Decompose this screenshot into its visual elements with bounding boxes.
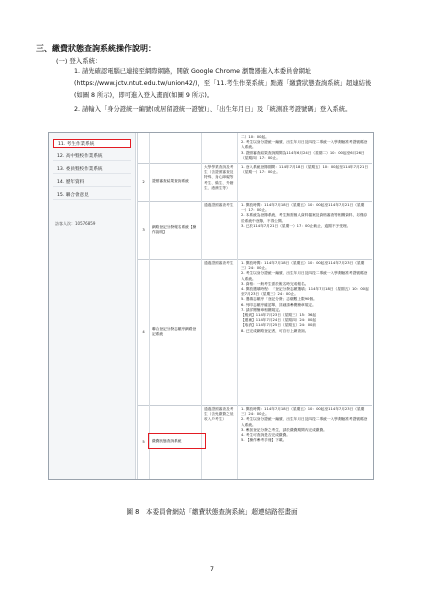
system-description: 1. 開放時間：114年7月18日（星期五）10：00起至114年7月23日（星期三）24：00止。 2. 考生以身分證統一編號、出生年月日及四技二專統一入學測驗准考證號碼登入系統。 3. 資格：一般考生需於報名時完成報名。 4. 開放選填時程：「登記分發志願選填」114年7月18日（星期五）10：00起至7月23日（星期三）24：00止。 5. 選填志願序「登記分發」志願數上限90個。 6. 列印志願序確認單，詳細請參閱簡章規定。 7. 請詳閱簡章相關規定。 【報到】114年7月23日（星期三）15：36起 【遞補】114年7月24日（星期四）24：00起 【取消】114年7月25日（星期五）24：00前 8. 已完成網路登記者，可自行上網查詢。 [241, 261, 369, 333]
row-number: 4 [138, 259, 150, 405]
row-number [138, 133, 150, 163]
target-users [202, 133, 238, 163]
step-2-text: 2. 請輸入「身分證統一編號(或居留證統一證號)」、「出生年月日」及「統測准考證號碼」登入系統。 [74, 106, 352, 113]
website-screenshot-figure [48, 132, 374, 480]
table-row [138, 133, 372, 164]
sub-heading: (一) 登入系統： [56, 57, 102, 65]
visitor-count: 訪客人次：10576859 [55, 221, 96, 226]
row-number: 2 [138, 163, 150, 201]
row-number: 3 [138, 201, 150, 259]
sidebar-item-school-system[interactable]: 12. 高中暨校作業系統 [53, 152, 131, 161]
section-heading: 三、繳費狀態查詢系統操作說明： [36, 44, 156, 53]
system-table [137, 133, 372, 479]
target-users: 大學學業查詢及考生（含證照審查及特殊、身心障礙等考生、僑生、外籍生、港澳生等） [202, 163, 238, 201]
system-description: 1. 開放時間：114年7月18日（星期五）10：00起至114年7月21日（星期一）17：00止。 2. 本系統為登錄系統，考生無需個人資料檔案及資格審查等相關資料，另僅存於系統中登錄，不得公開。 3. 已於114年7月21日（星期一）17：00止截止，逾期不予受理。 [241, 203, 368, 228]
payment-system-highlight [148, 433, 206, 449]
system-description: 1. 登入系統登錄期間：114年7月18日（星期五）10：00起至114年7月21日（星期一）17：00止。 [241, 165, 369, 175]
step-1-text: 1. 請先確認電腦已連接至網際網路，開啟 Google Chrome 瀏覽器進入本委員會網址(https://www.jctv.ntut.edu.tw/union42/)，至「11.考生作業系統」點選「繳費狀態查詢系統」超連結後(如圖 8 所示)，即可進入登入畫面(如圖 9 所示)。 [74, 68, 372, 100]
target-users: 通過證照審查及考生（含免繳費之低收入戶考生） [202, 405, 238, 479]
system-name [150, 133, 202, 163]
system-name-link[interactable]: 證照審查結果查詢系統 [150, 163, 202, 201]
row-number: 5 [138, 405, 150, 479]
sidebar-item-student-system[interactable]: 11. 考生作業系統 [53, 139, 131, 148]
table-row [138, 259, 372, 406]
sidebar-item-feedback[interactable]: 15. 聯合會意見 [53, 191, 131, 200]
sidebar-item-committee-system[interactable]: 13. 委員暨校作業系統 [53, 165, 131, 174]
table-row [138, 163, 372, 202]
page-number: 7 [210, 566, 214, 573]
system-name-link[interactable]: 網路登記分發報名系統【操作說明】 [150, 201, 202, 259]
system-description: 1. 開放時間：114年7月18日（星期五）10：00起至114年7月23日（星期三）24：00止。 2. 考生以身分證統一編號、出生年月日及四技二專統一入學測驗准考證號碼登入系統。 3. 參加登記分發之考生，請於繳費期間內完成繳費。 4. 考生可查詢是否完成繳費。 5. 【操作參考手冊】下載。 [241, 407, 368, 443]
sidebar-item-historical-data[interactable]: 14. 歷年資料 [53, 178, 131, 187]
figure-caption: 圖 8 本委員會網站「繳費狀態查詢系統」超連結路徑畫面 [126, 508, 298, 516]
payment-status-system-link[interactable]: 繳費狀態查詢系統 [150, 405, 202, 479]
table-row [138, 201, 372, 260]
target-users: 通過證照審查考生 [202, 201, 238, 259]
system-name-link[interactable]: 聯合登記分發志願序網路登記系統 [150, 259, 202, 405]
target-users: 通過證照審查考生 [202, 259, 238, 405]
system-description: 二）10：00起。 2. 考生以身分證統一編號、出生年月日及四技二專統一入學測驗准考證號碼登入系統。 3. 證照審查結果查詢期間為114年6月24日（星期二）10：00起至6月26日（星期四）17：00止。 [241, 135, 368, 160]
sidebar-menu [49, 133, 136, 479]
